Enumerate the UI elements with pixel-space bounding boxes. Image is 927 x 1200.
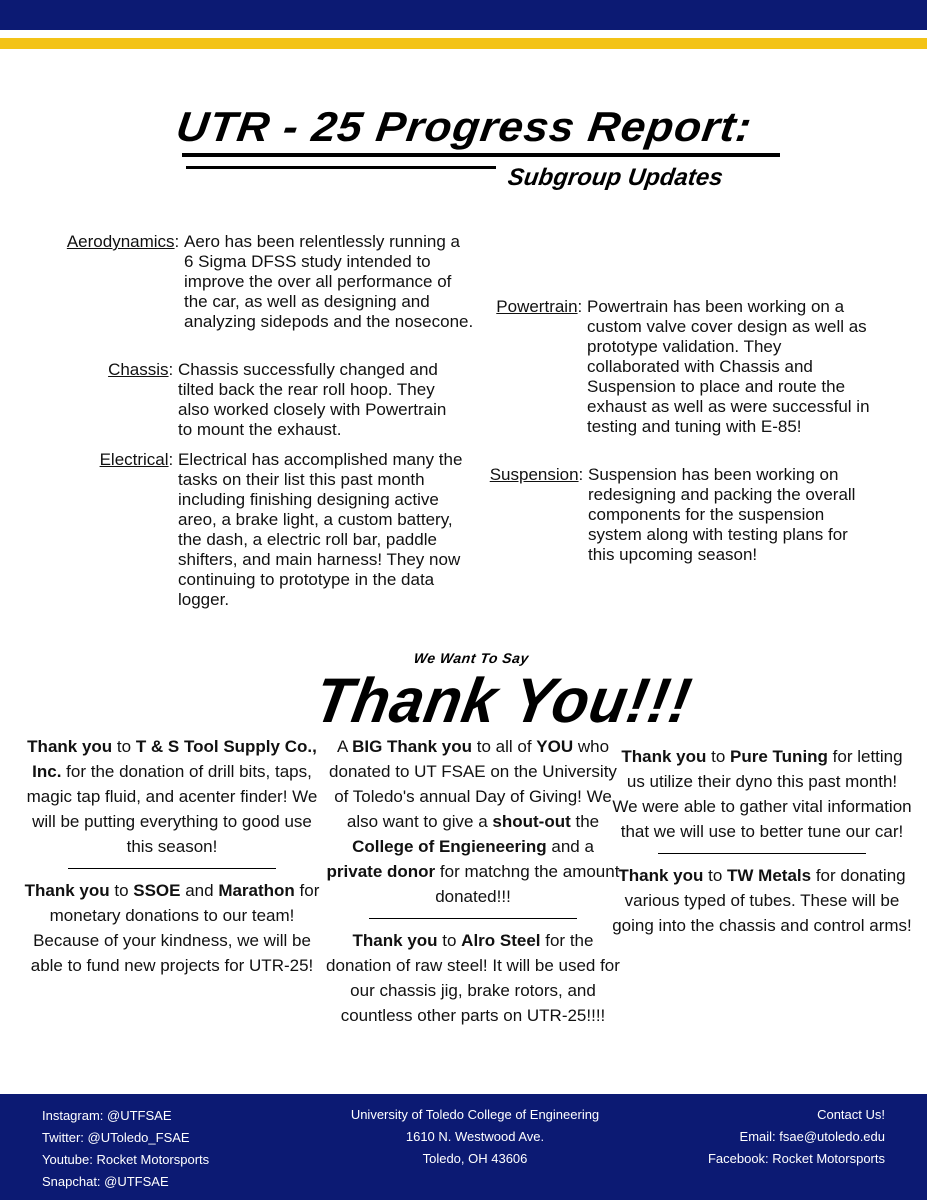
update-label-wrap: Suspension:	[489, 465, 588, 484]
separator-line	[658, 853, 866, 854]
update-text: Chassis successfully changed and tilted back the rear roll hoop. They also worked closely with Powertrain to mount the exhaust.	[178, 360, 447, 439]
update-electrical	[99, 450, 463, 610]
top-gold-bar	[0, 38, 927, 49]
footer-youtube: Youtube: Rocket Motorsports	[42, 1152, 210, 1167]
footer-contact	[708, 1104, 885, 1170]
update-text: Aero has been relentlessly running a 6 Sigma DFSS study intended to improve the over all performance of the car, as well as designing and analyzing sidepods and the nosecone.	[184, 232, 474, 331]
update-aerodynamics	[66, 232, 474, 332]
thanks-column-right	[612, 744, 912, 938]
footer-email: Email: fsae@utoledo.edu	[739, 1129, 885, 1144]
thanks-note: Thank you to SSOE and Marathon for monetary donations to our team! Because of your kindness, we will be able to fund new projects for UTR-25!	[24, 881, 320, 975]
thanks-column-left	[22, 734, 322, 978]
thanks-note: A BIG Thank you to all of YOU who donated to UT FSAE on the University of Toledo's annual Day of Giving! We also want to give a shout-out the College of Engieneering and a private donor for matchng the amount donated!!!	[326, 737, 620, 906]
thank-you-heading: Thank You!!!	[309, 665, 698, 736]
update-text: Suspension has been working on redesigning and packing the overall components for the suspension system along with testing plans for this upcoming season!	[588, 465, 856, 564]
update-powertrain	[496, 297, 872, 437]
thanks-note: Thank you to Pure Tuning for letting us utilize their dyno this past month! We were able to gather vital information that we will use to better tune our car!	[612, 747, 912, 841]
update-text: Electrical has accomplished many the tasks on their list this past month including finishing designing active areo, a brake light, a custom battery, the dash, a electric roll bar, paddle shifters, and main harness! They now continuing to prototype in the data logger.	[178, 450, 463, 609]
update-label: Powertrain	[496, 297, 578, 316]
update-label: Electrical	[99, 450, 169, 469]
top-navy-bar	[0, 0, 927, 30]
separator-line	[68, 868, 276, 869]
footer-twitter: Twitter: @UToledo_FSAE	[42, 1130, 190, 1145]
update-chassis	[108, 360, 448, 440]
title-underline-short	[186, 166, 496, 169]
footer-snapchat: Snapchat: @UTFSAE	[42, 1174, 169, 1189]
thanks-column-middle	[326, 734, 620, 1028]
footer-address	[310, 1104, 640, 1170]
footer-contact-title: Contact Us!	[817, 1107, 885, 1122]
update-suspension	[489, 465, 873, 565]
thanks-note: Thank you to TW Metals for donating various typed of tubes. These will be going into the chassis and control arms!	[612, 866, 912, 935]
page-title: UTR - 25 Progress Report:	[173, 104, 756, 151]
footer-facebook: Facebook: Rocket Motorsports	[707, 1151, 885, 1166]
update-label-wrap: Aerodynamics:	[66, 232, 184, 251]
footer-org: University of Toledo College of Engineering	[350, 1107, 600, 1122]
update-label: Suspension	[489, 465, 579, 484]
update-label-wrap: Powertrain:	[496, 297, 587, 316]
footer-social	[42, 1105, 209, 1193]
footer-city: Toledo, OH 43606	[422, 1151, 528, 1166]
thanks-note: Thank you to T & S Tool Supply Co., Inc. for the donation of drill bits, taps, magic tap fluid, and acenter finder! We will be putting everything to good use this season!	[26, 737, 318, 856]
footer-instagram: Instagram: @UTFSAE	[42, 1108, 172, 1123]
thanks-note: Thank you to Alro Steel for the donation of raw steel! It will be used for our chassis jig, brake rotors, and countless other parts on UTR-25!!!!	[326, 931, 620, 1025]
footer-street: 1610 N. Westwood Ave.	[405, 1129, 545, 1144]
footer	[0, 1094, 927, 1200]
update-text: Powertrain has been working on a custom valve cover design as well as prototype validation. They collaborated with Chassis and Suspension to place and route the exhaust as well as were successful in testing and tuning with E-85!	[587, 297, 870, 436]
update-label-wrap: Chassis:	[108, 360, 178, 379]
we-want-to-say: We Want To Say	[412, 650, 530, 666]
title-underline	[182, 153, 780, 157]
separator-line	[369, 918, 577, 919]
update-label: Chassis	[108, 360, 169, 379]
update-label-wrap: Electrical:	[99, 450, 178, 469]
page-subtitle: Subgroup Updates	[506, 164, 725, 191]
update-label: Aerodynamics	[66, 232, 175, 251]
